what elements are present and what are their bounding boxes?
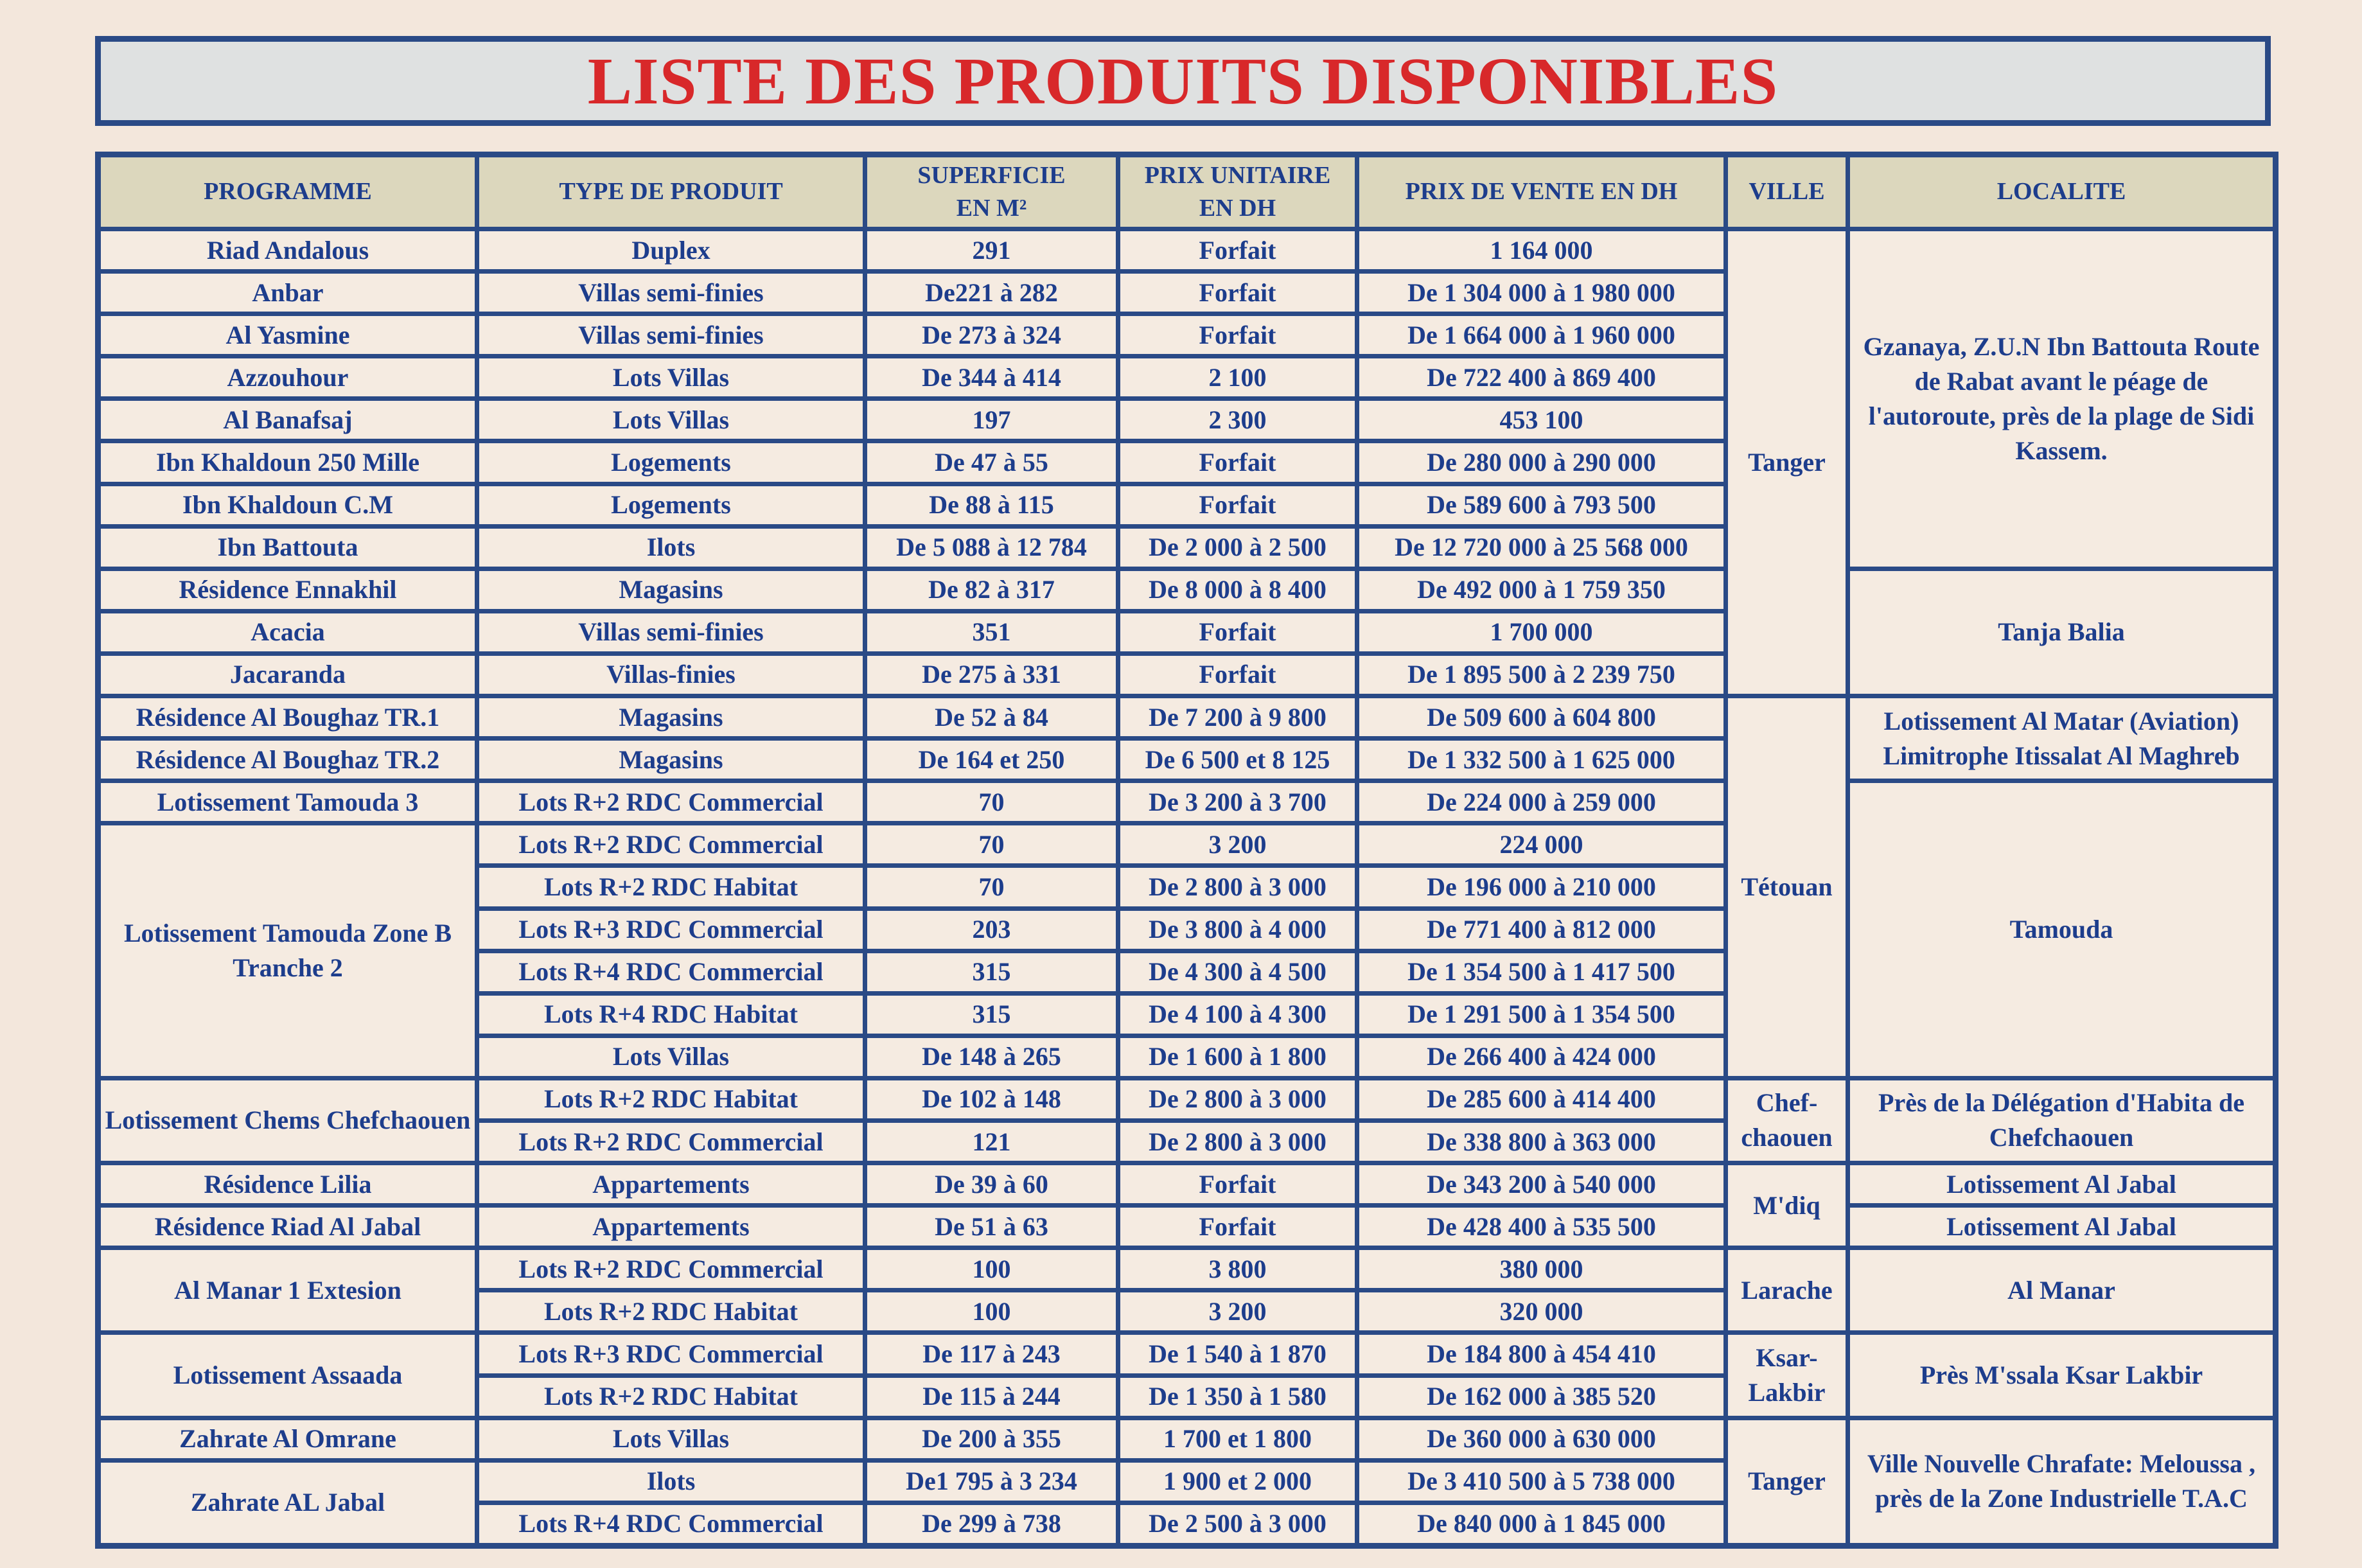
- localite-cell: Près de la Délégation d'Habita de Chefchaouen: [1848, 1078, 2276, 1163]
- table-row: [98, 1078, 2276, 1120]
- superficie-cell: 315: [865, 993, 1118, 1035]
- prix-vente-cell: 453 100: [1357, 399, 1726, 441]
- ville-cell: Chef-chaouen: [1726, 1078, 1848, 1163]
- prix-vente-cell: 1 164 000: [1357, 229, 1726, 272]
- localite-cell: Tamouda: [1848, 781, 2276, 1079]
- superficie-cell: De 117 à 243: [865, 1333, 1118, 1375]
- ville-cell: Tanger: [1726, 229, 1848, 696]
- prix-unitaire-cell: De 4 300 à 4 500: [1118, 951, 1357, 993]
- table-row: [98, 1333, 2276, 1375]
- prix-unitaire-cell: De 1 540 à 1 870: [1118, 1333, 1357, 1375]
- superficie-cell: De 115 à 244: [865, 1375, 1118, 1418]
- products-table: [95, 152, 2278, 1549]
- programme-cell: Lotissement Tamouda 3: [98, 781, 477, 824]
- type-cell: Lots Villas: [477, 1418, 865, 1460]
- prix-unitaire-cell: 2 300: [1118, 399, 1357, 441]
- superficie-cell: 70: [865, 781, 1118, 824]
- superficie-cell: 203: [865, 908, 1118, 951]
- prix-unitaire-cell: De 8 000 à 8 400: [1118, 568, 1357, 611]
- ville-cell: Larache: [1726, 1248, 1848, 1333]
- type-cell: Lots R+2 RDC Habitat: [477, 1375, 865, 1418]
- prix-vente-cell: De 1 291 500 à 1 354 500: [1357, 993, 1726, 1035]
- type-cell: Lots Villas: [477, 1035, 865, 1078]
- type-cell: Ilots: [477, 526, 865, 568]
- prix-vente-cell: De 722 400 à 869 400: [1357, 357, 1726, 399]
- prix-unitaire-cell: Forfait: [1118, 1206, 1357, 1248]
- superficie-cell: 121: [865, 1120, 1118, 1163]
- prix-vente-cell: De 492 000 à 1 759 350: [1357, 568, 1726, 611]
- superficie-cell: 70: [865, 824, 1118, 866]
- programme-cell: Azzouhour: [98, 357, 477, 399]
- col-header-ville: VILLE: [1726, 155, 1848, 229]
- programme-cell: Acacia: [98, 611, 477, 653]
- programme-cell: Zahrate AL Jabal: [98, 1460, 477, 1546]
- superficie-cell: 315: [865, 951, 1118, 993]
- superficie-cell: De 5 088 à 12 784: [865, 526, 1118, 568]
- programme-cell: Résidence Al Boughaz TR.2: [98, 739, 477, 781]
- localite-cell: Près M'ssala Ksar Lakbir: [1848, 1333, 2276, 1418]
- superficie-cell: De 200 à 355: [865, 1418, 1118, 1460]
- localite-cell: Lotissement Al Jabal: [1848, 1163, 2276, 1206]
- prix-vente-cell: De 360 000 à 630 000: [1357, 1418, 1726, 1460]
- programme-cell: Résidence Al Boughaz TR.1: [98, 696, 477, 739]
- type-cell: Logements: [477, 484, 865, 526]
- prix-unitaire-cell: Forfait: [1118, 611, 1357, 653]
- localite-cell: Lotissement Al Jabal: [1848, 1206, 2276, 1248]
- prix-vente-cell: De 1 304 000 à 1 980 000: [1357, 272, 1726, 314]
- prix-unitaire-cell: 3 200: [1118, 1291, 1357, 1333]
- type-cell: Lots R+2 RDC Commercial: [477, 824, 865, 866]
- table-row: [98, 1206, 2276, 1248]
- type-cell: Lots R+3 RDC Commercial: [477, 908, 865, 951]
- prix-vente-cell: 380 000: [1357, 1248, 1726, 1291]
- superficie-cell: De 39 à 60: [865, 1163, 1118, 1206]
- prix-vente-cell: De 840 000 à 1 845 000: [1357, 1502, 1726, 1546]
- localite-cell: Gzanaya, Z.U.N Ibn Battouta Route de Rabat avant le péage de l'autoroute, près de la plage de Sidi Kassem.: [1848, 229, 2276, 569]
- prix-unitaire-cell: Forfait: [1118, 229, 1357, 272]
- prix-unitaire-cell: Forfait: [1118, 441, 1357, 484]
- prix-unitaire-cell: De 2 000 à 2 500: [1118, 526, 1357, 568]
- type-cell: Magasins: [477, 739, 865, 781]
- prix-vente-cell: De 3 410 500 à 5 738 000: [1357, 1460, 1726, 1502]
- prix-unitaire-cell: 3 200: [1118, 824, 1357, 866]
- prix-vente-cell: De 1 895 500 à 2 239 750: [1357, 653, 1726, 696]
- type-cell: Appartements: [477, 1163, 865, 1206]
- type-cell: Duplex: [477, 229, 865, 272]
- type-cell: Villas semi-finies: [477, 314, 865, 357]
- superficie-cell: De 52 à 84: [865, 696, 1118, 739]
- table-row: [98, 781, 2276, 824]
- prix-unitaire-cell: Forfait: [1118, 484, 1357, 526]
- col-header-programme: PROGRAMME: [98, 155, 477, 229]
- prix-unitaire-cell: De 2 800 à 3 000: [1118, 1078, 1357, 1120]
- superficie-cell: De 275 à 331: [865, 653, 1118, 696]
- type-cell: Lots R+4 RDC Commercial: [477, 951, 865, 993]
- prix-vente-cell: De 224 000 à 259 000: [1357, 781, 1726, 824]
- prix-vente-cell: De 285 600 à 414 400: [1357, 1078, 1726, 1120]
- programme-cell: Ibn Khaldoun C.M: [98, 484, 477, 526]
- programme-cell: Lotissement Assaada: [98, 1333, 477, 1418]
- programme-cell: Lotissement Tamouda Zone B Tranche 2: [98, 824, 477, 1079]
- programme-cell: Zahrate Al Omrane: [98, 1418, 477, 1460]
- type-cell: Lots R+2 RDC Habitat: [477, 866, 865, 908]
- prix-unitaire-cell: De 3 800 à 4 000: [1118, 908, 1357, 951]
- prix-vente-cell: De 509 600 à 604 800: [1357, 696, 1726, 739]
- prix-vente-cell: De 771 400 à 812 000: [1357, 908, 1726, 951]
- prix-unitaire-cell: 1 900 et 2 000: [1118, 1460, 1357, 1502]
- prix-unitaire-cell: 3 800: [1118, 1248, 1357, 1291]
- col-header-localite: LOCALITE: [1848, 155, 2276, 229]
- programme-cell: Al Manar 1 Extesion: [98, 1248, 477, 1333]
- table-row: [98, 229, 2276, 272]
- col-header-prix-vente: PRIX DE VENTE EN DH: [1357, 155, 1726, 229]
- superficie-cell: De 164 et 250: [865, 739, 1118, 781]
- prix-unitaire-cell: Forfait: [1118, 272, 1357, 314]
- programme-cell: Résidence Riad Al Jabal: [98, 1206, 477, 1248]
- type-cell: Lots Villas: [477, 399, 865, 441]
- superficie-cell: De 102 à 148: [865, 1078, 1118, 1120]
- ville-cell: Ksar-Lakbir: [1726, 1333, 1848, 1418]
- programme-cell: Ibn Battouta: [98, 526, 477, 568]
- type-cell: Lots R+2 RDC Commercial: [477, 1248, 865, 1291]
- superficie-cell: 291: [865, 229, 1118, 272]
- table-row: [98, 568, 2276, 611]
- superficie-cell: De 51 à 63: [865, 1206, 1118, 1248]
- superficie-cell: 351: [865, 611, 1118, 653]
- prix-unitaire-cell: De 2 800 à 3 000: [1118, 1120, 1357, 1163]
- programme-cell: Anbar: [98, 272, 477, 314]
- superficie-cell: De 344 à 414: [865, 357, 1118, 399]
- ville-cell: M'diq: [1726, 1163, 1848, 1248]
- type-cell: Villas-finies: [477, 653, 865, 696]
- prix-unitaire-cell: 2 100: [1118, 357, 1357, 399]
- type-cell: Villas semi-finies: [477, 272, 865, 314]
- programme-cell: Al Yasmine: [98, 314, 477, 357]
- programme-cell: Jacaranda: [98, 653, 477, 696]
- superficie-cell: De 148 à 265: [865, 1035, 1118, 1078]
- localite-cell: Ville Nouvelle Chrafate: Meloussa , près de la Zone Industrielle T.A.C: [1848, 1418, 2276, 1546]
- superficie-cell: De1 795 à 3 234: [865, 1460, 1118, 1502]
- superficie-cell: 100: [865, 1291, 1118, 1333]
- type-cell: Appartements: [477, 1206, 865, 1248]
- localite-cell: Tanja Balia: [1848, 568, 2276, 696]
- prix-unitaire-cell: De 4 100 à 4 300: [1118, 993, 1357, 1035]
- programme-cell: Al Banafsaj: [98, 399, 477, 441]
- programme-cell: Riad Andalous: [98, 229, 477, 272]
- prix-unitaire-cell: Forfait: [1118, 653, 1357, 696]
- prix-unitaire-cell: De 6 500 et 8 125: [1118, 739, 1357, 781]
- type-cell: Lots R+3 RDC Commercial: [477, 1333, 865, 1375]
- type-cell: Ilots: [477, 1460, 865, 1502]
- localite-cell: Lotissement Al Matar (Aviation) Limitrophe Itissalat Al Maghreb: [1848, 696, 2276, 781]
- header-row: [98, 155, 2276, 229]
- programme-cell: Lotissement Chems Chefchaouen: [98, 1078, 477, 1163]
- superficie-cell: 70: [865, 866, 1118, 908]
- type-cell: Lots R+2 RDC Habitat: [477, 1291, 865, 1333]
- type-cell: Lots R+4 RDC Habitat: [477, 993, 865, 1035]
- ville-cell: Tanger: [1726, 1418, 1848, 1546]
- prix-vente-cell: De 1 354 500 à 1 417 500: [1357, 951, 1726, 993]
- prix-vente-cell: De 1 332 500 à 1 625 000: [1357, 739, 1726, 781]
- prix-vente-cell: De 196 000 à 210 000: [1357, 866, 1726, 908]
- page-title: LISTE DES PRODUITS DISPONIBLES: [587, 44, 1779, 118]
- type-cell: Magasins: [477, 696, 865, 739]
- superficie-cell: De221 à 282: [865, 272, 1118, 314]
- prix-unitaire-cell: 1 700 et 1 800: [1118, 1418, 1357, 1460]
- prix-vente-cell: De 12 720 000 à 25 568 000: [1357, 526, 1726, 568]
- superficie-cell: 100: [865, 1248, 1118, 1291]
- prix-unitaire-cell: Forfait: [1118, 314, 1357, 357]
- prix-vente-cell: De 428 400 à 535 500: [1357, 1206, 1726, 1248]
- table-row: [98, 1248, 2276, 1291]
- type-cell: Lots Villas: [477, 357, 865, 399]
- superficie-cell: 197: [865, 399, 1118, 441]
- type-cell: Lots R+4 RDC Commercial: [477, 1502, 865, 1546]
- prix-vente-cell: 320 000: [1357, 1291, 1726, 1333]
- prix-vente-cell: De 343 200 à 540 000: [1357, 1163, 1726, 1206]
- type-cell: Lots R+2 RDC Commercial: [477, 1120, 865, 1163]
- col-header-prix-unitaire: PRIX UNITAIRE EN DH: [1118, 155, 1357, 229]
- prix-vente-cell: 224 000: [1357, 824, 1726, 866]
- prix-unitaire-cell: De 2 500 à 3 000: [1118, 1502, 1357, 1546]
- prix-vente-cell: De 338 800 à 363 000: [1357, 1120, 1726, 1163]
- prix-unitaire-cell: De 2 800 à 3 000: [1118, 866, 1357, 908]
- programme-cell: Résidence Lilia: [98, 1163, 477, 1206]
- prix-unitaire-cell: De 7 200 à 9 800: [1118, 696, 1357, 739]
- ville-cell: Tétouan: [1726, 696, 1848, 1079]
- type-cell: Villas semi-finies: [477, 611, 865, 653]
- prix-vente-cell: De 266 400 à 424 000: [1357, 1035, 1726, 1078]
- prix-vente-cell: De 589 600 à 793 500: [1357, 484, 1726, 526]
- prix-vente-cell: De 280 000 à 290 000: [1357, 441, 1726, 484]
- prix-unitaire-cell: De 1 350 à 1 580: [1118, 1375, 1357, 1418]
- prix-vente-cell: 1 700 000: [1357, 611, 1726, 653]
- prix-unitaire-cell: De 1 600 à 1 800: [1118, 1035, 1357, 1078]
- superficie-cell: De 299 à 738: [865, 1502, 1118, 1546]
- prix-unitaire-cell: Forfait: [1118, 1163, 1357, 1206]
- programme-cell: Ibn Khaldoun 250 Mille: [98, 441, 477, 484]
- superficie-cell: De 273 à 324: [865, 314, 1118, 357]
- table-row: [98, 696, 2276, 739]
- superficie-cell: De 88 à 115: [865, 484, 1118, 526]
- title-banner: [95, 36, 2271, 126]
- localite-cell: Al Manar: [1848, 1248, 2276, 1333]
- type-cell: Logements: [477, 441, 865, 484]
- col-header-superficie: SUPERFICIE EN M²: [865, 155, 1118, 229]
- table-row: [98, 1163, 2276, 1206]
- type-cell: Lots R+2 RDC Commercial: [477, 781, 865, 824]
- col-header-type: TYPE DE PRODUIT: [477, 155, 865, 229]
- superficie-cell: De 47 à 55: [865, 441, 1118, 484]
- type-cell: Magasins: [477, 568, 865, 611]
- superficie-cell: De 82 à 317: [865, 568, 1118, 611]
- prix-vente-cell: De 1 664 000 à 1 960 000: [1357, 314, 1726, 357]
- table-row: [98, 1418, 2276, 1460]
- prix-vente-cell: De 162 000 à 385 520: [1357, 1375, 1726, 1418]
- prix-unitaire-cell: De 3 200 à 3 700: [1118, 781, 1357, 824]
- programme-cell: Résidence Ennakhil: [98, 568, 477, 611]
- type-cell: Lots R+2 RDC Habitat: [477, 1078, 865, 1120]
- prix-vente-cell: De 184 800 à 454 410: [1357, 1333, 1726, 1375]
